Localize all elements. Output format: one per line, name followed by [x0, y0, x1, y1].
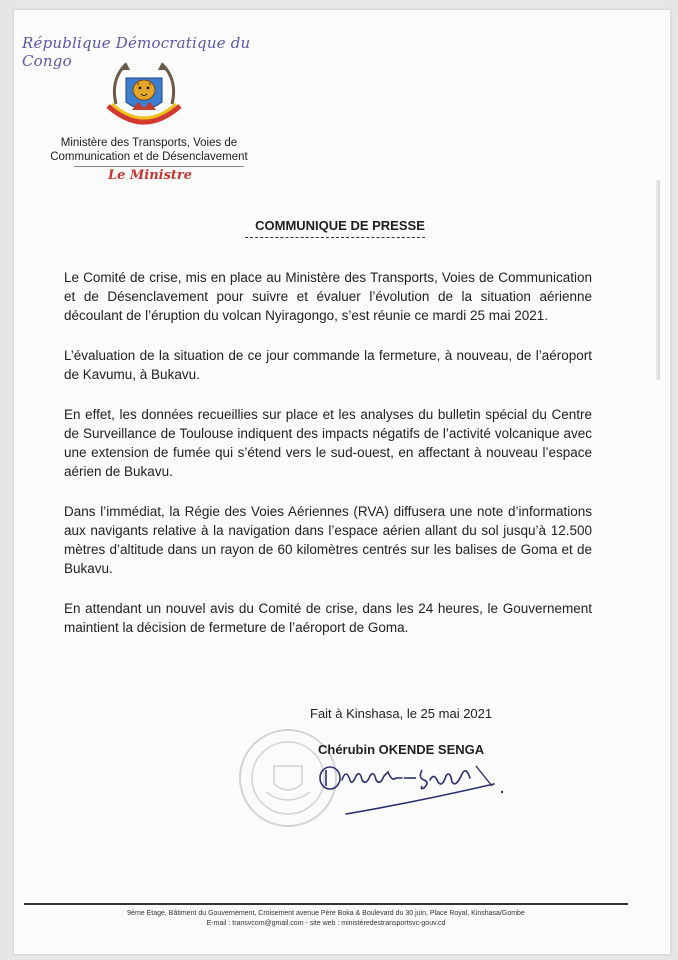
- document-body: [64, 268, 592, 658]
- paragraph-5: En attendant un nouvel avis du Comité de crise, dans les 24 heures, le Gouvernement maintient la décision de fermeture de l’aéroport de Goma.: [64, 601, 592, 635]
- ministry-divider: [74, 166, 244, 167]
- handwritten-signature-icon: [316, 756, 512, 816]
- footer: [24, 909, 628, 929]
- paragraph-1: Le Comité de crise, mis en place au Ministère des Transports, Voies de Communication et de Désenclavement pour suivre et évaluer l’évolution de la situation aérienne découlant de l’éruption du volcan Nyiragongo, s’est réunie ce mardi 25 mai 2021.: [64, 270, 592, 323]
- document-title: COMMUNIQUE DE PRESSE: [255, 218, 425, 233]
- paragraph-4: Dans l’immédiat, la Régie des Voies Aériennes (RVA) diffusera une note d’informations aux navigants relative à la navigation dans l’espace aérien allant du sol jusqu’à 12.500 mètres d’altitude dans un rayon de 60 kilomètres centrés sur les balises de Goma et de Bukavu.: [64, 504, 592, 576]
- footer-address: 9ème Etage, Bâtiment du Gouvernement, Croisement avenue Père Boka & Boulevard du 30 juin, Place Royal, Kinshasa/Gombe: [127, 910, 525, 917]
- ministry-line-1: Ministère des Transports, Voies de: [60, 137, 238, 149]
- paragraph-2: L’évaluation de la situation de ce jour commande la fermeture, à nouveau, de l’aéroport de Kavumu, à Bukavu.: [64, 348, 592, 382]
- coat-of-arms-icon: [96, 58, 192, 134]
- place-date: Fait à Kinshasa, le 25 mai 2021: [310, 706, 493, 721]
- ministry-name: [22, 136, 276, 164]
- page-fold: [656, 180, 660, 380]
- footer-divider: [24, 903, 628, 905]
- title-underline: [245, 237, 425, 238]
- ministry-line-2: Communication et de Désenclavement: [50, 151, 248, 163]
- footer-contact: E-mail : transvcom@gmail.com - site web : ministèredestransportsvc-gouv.cd: [206, 920, 446, 927]
- paragraph-3: En effet, les données recueillies sur place et les analyses du bulletin spécial du Centre de Surveillance de Toulouse indiquent des impacts négatifs de l’activité volcanique avec une extension de fumée qui s’étend vers le sud-ouest, en affectant à nouveau l’espace aérien de Bukavu.: [64, 407, 592, 479]
- signatory-name: Chérubin OKENDE SENGA: [318, 742, 485, 757]
- republic-title: République Démocratique du Congo: [22, 34, 251, 70]
- minister-title: Le Ministre: [107, 168, 193, 183]
